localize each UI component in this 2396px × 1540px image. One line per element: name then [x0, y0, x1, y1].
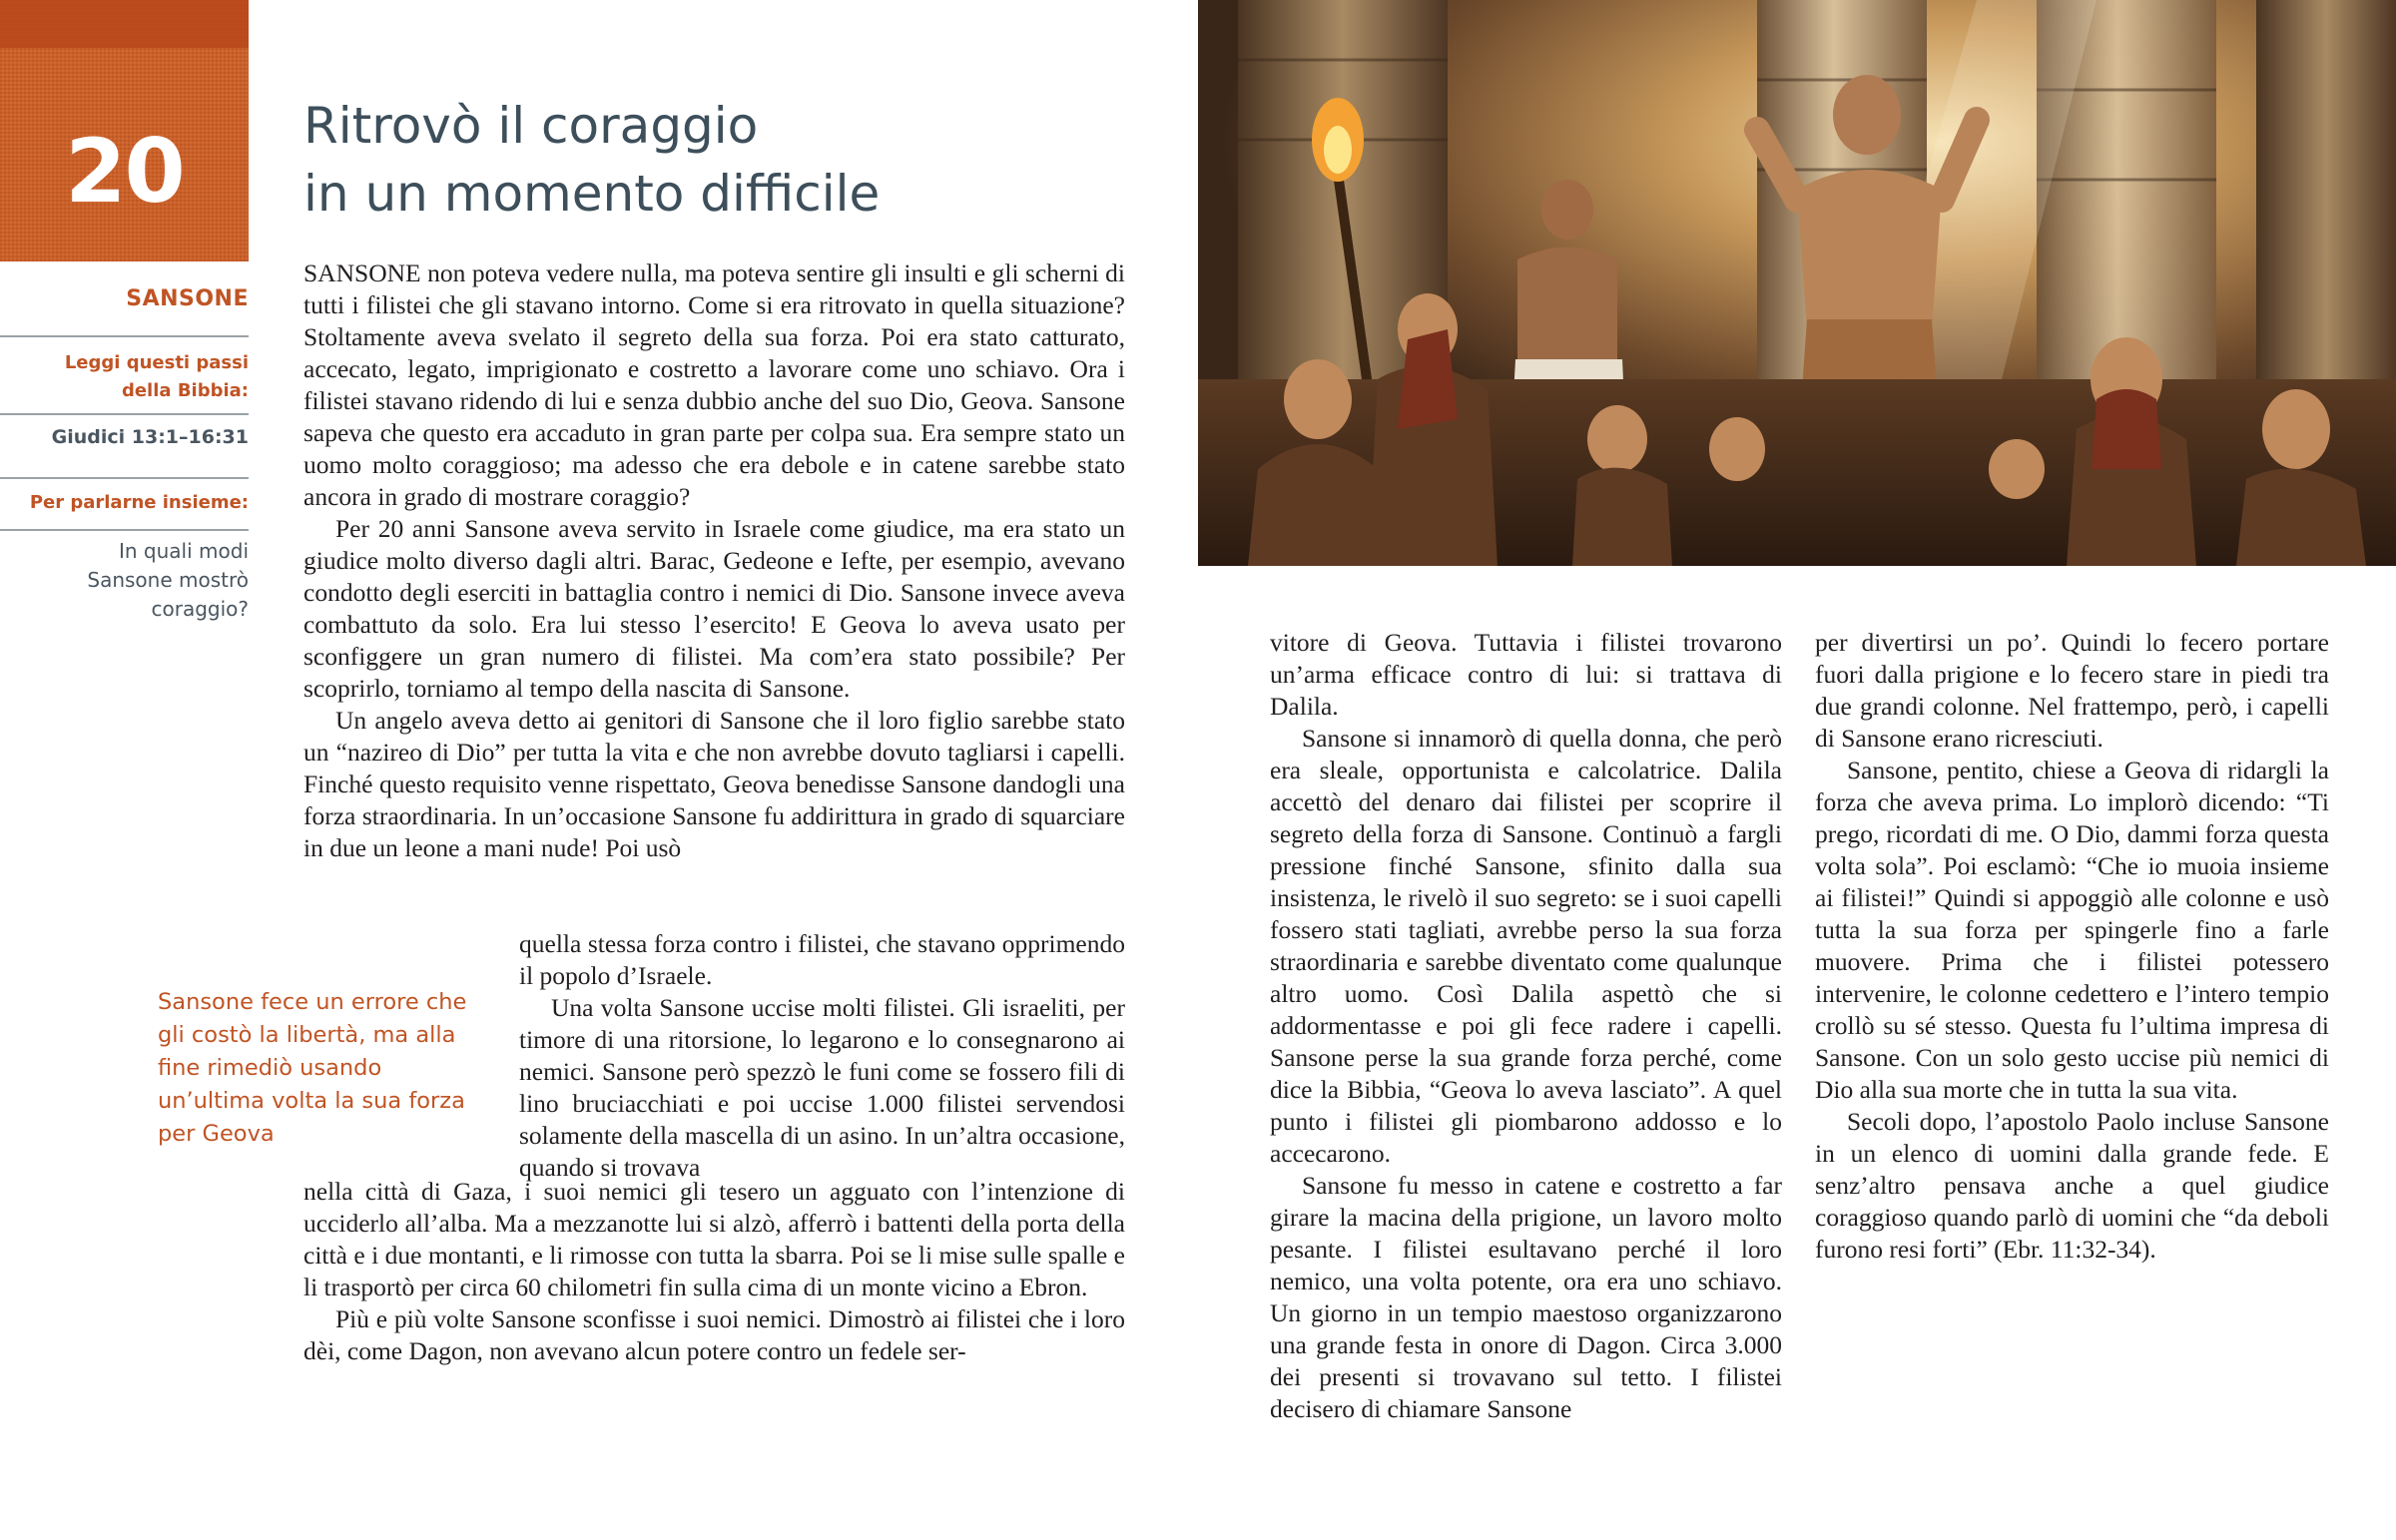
article-paragraph: Secoli dopo, l’apostolo Paolo incluse Sansone in un elenco di uomini dalla grande fede. E senz’altro pensava anche a quel giudice coraggioso quando parlò di uomini che “da deboli furono resi forti” (Ebr. 11:32-34).	[1815, 1107, 2329, 1264]
article-paragraph-continuation: quella stessa forza contro i filistei, che stavano opprimendo il popolo d’Israele.	[519, 929, 1125, 990]
article-paragraph: Un angelo aveva detto ai genitori di Sansone che il loro figlio sarebbe stato un “nazireo di Dio” per tutta la vita e che non avrebbe dovuto tagliarsi i capelli. Finché questo requisito venne rispettato, Geova benedisse Sansone dandogli una forza straordinaria. In un’occasione Sansone fu addirittura in grado di squarciare in due un leone a mani nude! Poi usò	[303, 706, 1125, 862]
sidebar-divider	[0, 529, 249, 531]
article-paragraph: Sansone fu messo in catene e costretto a far girare la macina della prigione, un lavoro molto pesante. I filistei esultavano perché il loro nemico, una volta potente, ora era uno schiavo. Un giorno in un tempio maestoso organizzarono una grande festa in onore di Dagon. Circa 3.000 dei presenti si trovavano sul tetto. I filistei decisero di chiamare Sansone	[1270, 1171, 1782, 1423]
chapter-number: 20	[65, 120, 184, 223]
article-paragraph-continuation: vitore di Geova. Tuttavia i filistei trovarono un’arma efficace contro di lui: si trattava di Dalila.	[1270, 628, 1782, 721]
chapter-title	[303, 92, 1182, 228]
sidebar-bible-reference: Giudici 13:1–16:31	[51, 426, 249, 448]
article-paragraph: Più e più volte Sansone sconfisse i suoi nemici. Dimostrò ai filistei che i loro dèi, come Dagon, non avevano alcun potere contro un fedele ser-	[303, 1304, 1125, 1365]
article-paragraph: Sansone, pentito, chiese a Geova di ridargli la forza che aveva prima. Lo implorò dicendo: “Ti prego, ricordati di me. O Dio, dammi forza questa volta sola”. Poi esclamò: “Che io muoia insieme ai filistei!” Quindi si appoggiò alle colonne e usò tutta la sua forza per spingerle fino a farle muovere. Prima che i filistei potessero intervenire, le colonne cedettero e l’intero tempio crollò su sé stesso. Questa fu l’ultima impresa di Sansone. Con un solo gesto uccise più nemici di Dio alla sua morte che in tutta la sua vita.	[1815, 756, 2329, 1104]
article-paragraph: Una volta Sansone uccise molti filistei. Gli israeliti, per timore di una ritorsione, lo legarono e lo consegnarono ai nemici. Sansone però spezzò le funi come se fossero fili di lino bruciacchiati e poi uccise 1.000 filistei servendosi solamente della mascella di un asino. In un’altra occasione, quando si trovava	[519, 993, 1125, 1182]
sidebar-read-label-line1: Leggi questi passi	[64, 352, 249, 373]
article-column-1	[303, 257, 1125, 864]
article-paragraph: Per 20 anni Sansone aveva servito in Israele come giudice, ma era stato un giudice molto diverso dagli altri. Barac, Gedeone e Iefte, per esempio, avevano condotto degli eserciti in battaglia contro i nemici di Dio. Sansone invece aveva combattuto da solo. Era lui stesso l’esercito! E Geova lo aveva usato per sconfiggere un gran numero di filistei. Ma com’era stato possibile? Per scoprirlo, torniamo al tempo della nascita di Sansone.	[303, 514, 1125, 703]
sidebar-question-line2: Sansone mostrò	[87, 568, 249, 592]
article-paragraph-intro: SANSONE non poteva vedere nulla, ma poteva sentire gli insulti e gli scherni di tutti i filistei che gli stavano intorno. Come si era ritrovato in quella situazione? Stoltamente aveva svelato il segreto della sua forza. Poi era stato catturato, accecato, legato, imprigionato e costretto a lavorare come uno schiavo. Ora i filistei stavano ridendo di lui e senza dubbio anche del suo Dio, Geova. Sansone sapeva che questo era accaduto in gran parte per colpa sua. Era sempre stato un uomo molto coraggioso; ma adesso che era debole e in catene sarebbe stato ancora in grado di mostrare coraggio?	[303, 258, 1125, 511]
sidebar-read-label-line2: della Bibbia:	[121, 380, 249, 401]
article-column-2	[1270, 627, 1782, 1425]
sidebar-question-line1: In quali modi	[119, 539, 249, 563]
article-column-3	[1815, 627, 2329, 1266]
sidebar-question	[0, 537, 249, 624]
sidebar-question-line3: coraggio?	[151, 597, 249, 621]
pull-quote: Sansone fece un errore che gli costò la libertà, ma alla fine rimediò usando un’ultima volta la sua forza per Geova	[158, 989, 467, 1147]
article-paragraph: Sansone si innamorò di quella donna, che però era sleale, opportunista e calcolatrice. Dalila accettò del denaro dai filistei per scoprire il segreto della forza di Sansone. Continuò a fargli pressione finché Sansone, sfinito dalla sua insistenza, le rivelò il suo segreto: se i suoi capelli fossero stati tagliati, avrebbe perso la sua forza straordinaria e sarebbe diventato come qualunque altro uomo. Così Dalila aspettò che si addormentasse e poi gli fece radere i capelli. Sansone perse la sua grande forza perché, come dice la Bibbia, “Geova lo aveva lasciato”. A quel punto i filistei gli piombarono addosso e lo accecarono.	[1270, 724, 1782, 1168]
article-column-1-wrapped	[519, 928, 1125, 1184]
sidebar-character-name: SANSONE	[126, 286, 249, 311]
article-paragraph-continuation: nella città di Gaza, i suoi nemici gli tesero un agguato con l’intenzione di ucciderlo all’alba. Ma a mezzanotte lui si alzò, afferrò i battenti della porta della città e i due montanti, e li rimosse con tutta la sbarra. Poi se li mise sulle spalle e li trasportò per circa 60 chilometri fin sulla cima di un monte vicino a Ebron.	[303, 1177, 1125, 1301]
sidebar-divider	[0, 335, 249, 337]
article-paragraph-continuation: per divertirsi un po’. Quindi lo fecero portare fuori dalla prigione e lo fecero stare in piedi tra due grandi colonne. Nel frattempo, però, i capelli di Sansone erano ricresciuti.	[1815, 628, 2329, 753]
samson-temple-illustration	[1198, 0, 2396, 566]
chapter-number-box	[0, 0, 249, 261]
chapter-title-line2: in un momento difficile	[303, 165, 881, 223]
sidebar-divider	[0, 413, 249, 415]
article-column-1-bottom	[303, 1176, 1125, 1367]
chapter-box-band	[0, 0, 249, 48]
chapter-title-line1: Ritrovò il coraggio	[303, 97, 759, 155]
sidebar-divider	[0, 477, 249, 479]
sidebar-discuss-label: Per parlarne insieme:	[29, 492, 249, 513]
sidebar-read-label	[0, 349, 249, 405]
